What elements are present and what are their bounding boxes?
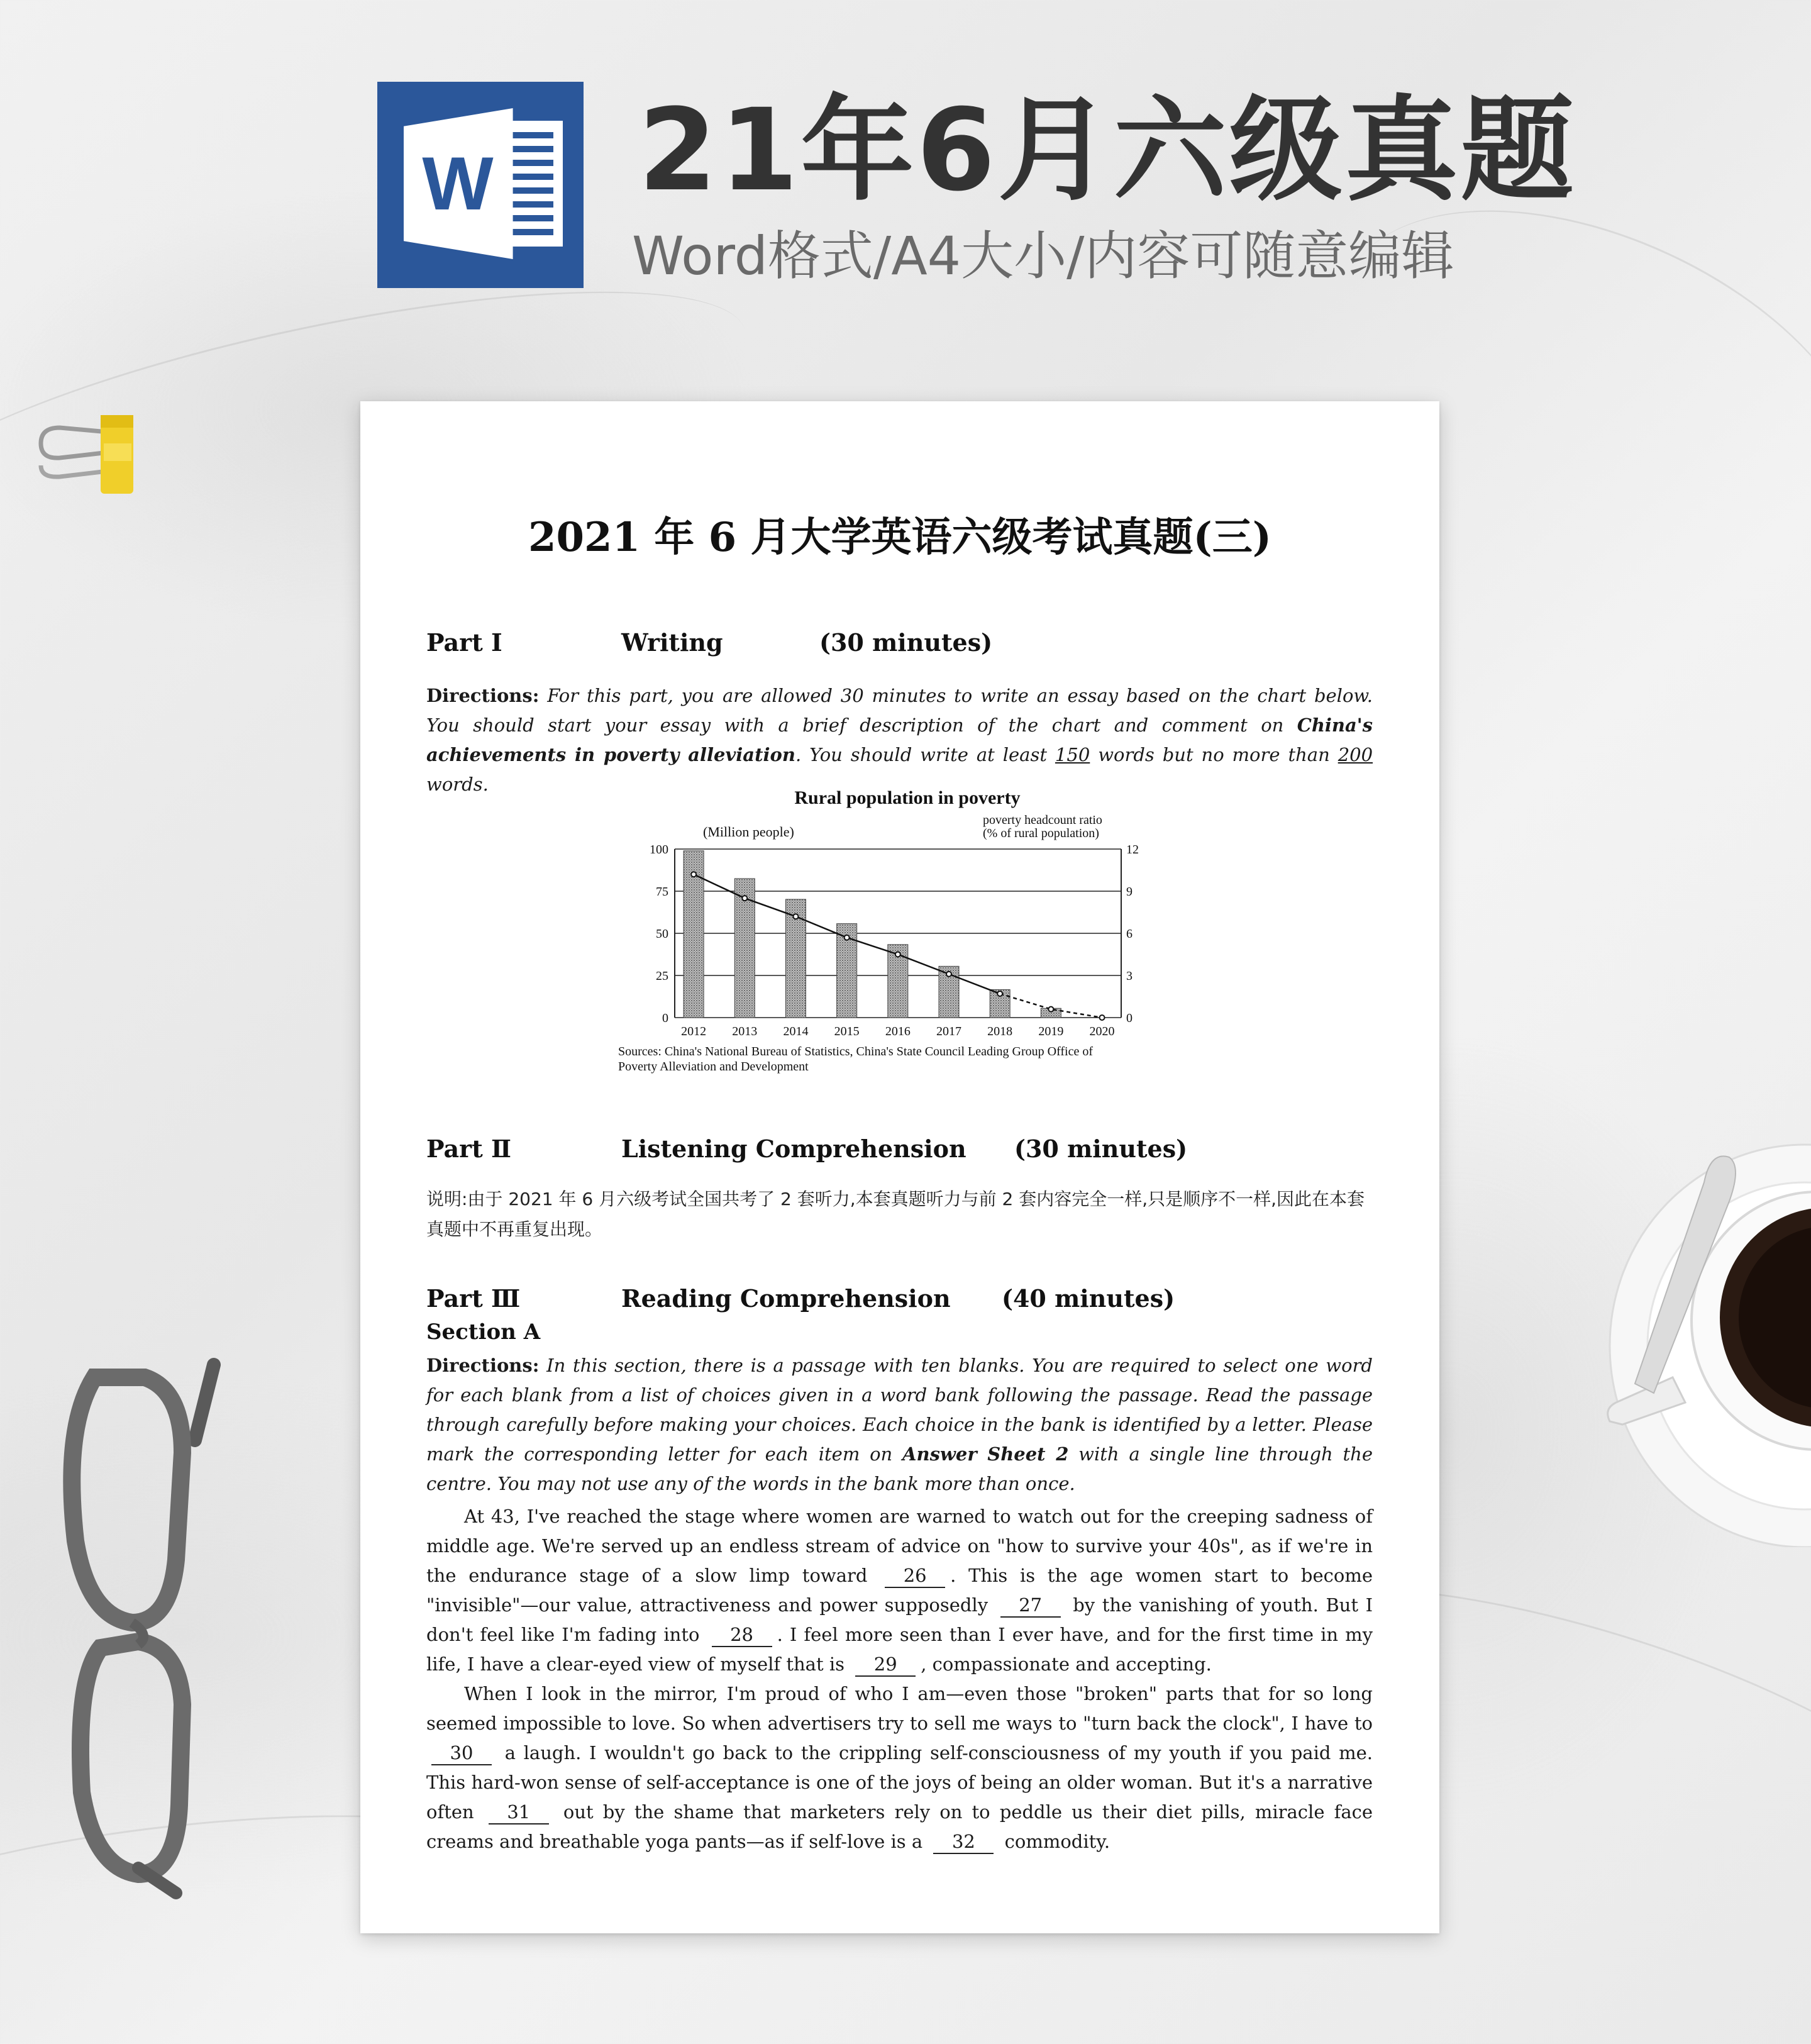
ratio-point [946, 972, 951, 977]
y-tick-label-left: 75 [656, 885, 668, 899]
part-3-time: (40 minutes) [1002, 1284, 1175, 1313]
blank-29[interactable]: 29 [855, 1653, 916, 1677]
reading-directions [426, 1351, 1373, 1499]
directions-text: In this section, there is a passage with ten blanks. You are required to select one word for each blank from a list of choices given in a word bank following the passage. Read the passage through carefully before making your choices. Each choice in the bank is identified by a letter. Please mark the corresponding letter for each item on [426, 1355, 1373, 1465]
part-1-name: Writing [621, 628, 723, 657]
part-1-time: (30 minutes) [819, 628, 993, 657]
logo-letter: W [422, 142, 494, 226]
blank-28[interactable]: 28 [712, 1623, 772, 1647]
ratio-point [997, 991, 1002, 996]
passage-text: . I feel more seen than I ever have, and for the first time in my life, I have a clear-eyed view of myself that is [426, 1624, 1373, 1675]
y-tick-label-left: 0 [662, 1011, 668, 1025]
passage-text: , compassionate and accepting. [921, 1653, 1212, 1675]
part-1-label: Part Ⅰ [426, 628, 502, 657]
x-tick-label: 2016 [885, 1025, 911, 1038]
left-axis-label: (Million people) [703, 824, 794, 840]
ratio-point [845, 935, 850, 940]
passage-text: . This is the age women start to become "invisible"—our value, attractiveness and power supposedly [426, 1565, 1373, 1616]
passage-text: When I look in the mirror, I'm proud of who I am—even those "broken" parts that for so long seemed impossible to love. So when advertisers try to sell me ways to "turn back the clock", I have to [426, 1683, 1373, 1734]
passage [426, 1502, 1373, 1857]
x-tick-label: 2018 [987, 1025, 1013, 1038]
directions-text-c: words but no more than [1098, 744, 1330, 765]
chart-svg [593, 779, 1222, 1093]
part-3-label: Part Ⅲ [426, 1284, 521, 1313]
blank-32[interactable]: 32 [933, 1830, 994, 1854]
blank-26[interactable]: 26 [885, 1564, 945, 1588]
x-tick-label: 2020 [1089, 1025, 1115, 1038]
x-tick-label: 2019 [1038, 1025, 1064, 1038]
x-tick-label: 2014 [783, 1025, 809, 1038]
listening-note: 说明:由于 2021 年 6 月六级考试全国共考了 2 套听力,本套真题听力与前 2 套内容完全一样,只是顺序不一样,因此在本套真题中不再重复出现。 [426, 1189, 1365, 1240]
x-tick-label: 2013 [732, 1025, 758, 1038]
section-a-heading: Section A [426, 1319, 541, 1345]
part-2-time: (30 minutes) [1014, 1135, 1188, 1163]
passage-text: commodity. [1004, 1831, 1110, 1852]
chart-source: Poverty Alleviation and Development [618, 1060, 809, 1074]
min-words: 150 [1055, 744, 1090, 765]
directions-emphasis: Answer Sheet 2 [902, 1443, 1069, 1465]
ratio-point [793, 914, 798, 919]
directions-text: For this part, you are allowed 30 minutes to write an essay based on the chart below. You should start your essay with a brief description of the chart and comment on [426, 685, 1373, 736]
directions-text-d: words. [426, 774, 489, 795]
directions-label: Directions: [426, 685, 540, 706]
ratio-point [1048, 1007, 1053, 1012]
right-axis-label: poverty headcount ratio [983, 813, 1102, 827]
document-title: 2021 年 6 月大学英语六级考试真题(三) [528, 514, 1272, 561]
y-tick-label-right: 12 [1126, 843, 1139, 857]
glasses-icon [50, 1352, 252, 1906]
directions-emphasis: China's achievements in poverty alleviation [426, 714, 1373, 765]
poverty-chart [593, 779, 1222, 1093]
ratio-point [742, 896, 747, 901]
ratio-point [1100, 1015, 1105, 1020]
max-words: 200 [1337, 744, 1373, 765]
coffee-cup-icon [1597, 1107, 1811, 1547]
page-subtitle: Word格式/A4大小/内容可随意编辑 [632, 225, 1454, 287]
document-page [360, 401, 1439, 1933]
y-tick-label-right: 6 [1126, 927, 1133, 941]
chart-source: Sources: China's National Bureau of Statistics, China's State Council Leading Group Office of [618, 1045, 1094, 1058]
y-tick-label-left: 50 [656, 927, 668, 941]
right-axis-label: (% of rural population) [983, 826, 1099, 840]
chart-title: Rural population in poverty [794, 787, 1021, 808]
word-logo-icon [377, 82, 584, 288]
page-title: 21年6月六级真题 [638, 85, 1576, 216]
part-2-label: Part Ⅱ [426, 1135, 512, 1163]
binder-clip-icon [35, 409, 148, 497]
blank-27[interactable]: 27 [1000, 1594, 1061, 1618]
blank-31[interactable]: 31 [489, 1801, 549, 1825]
x-tick-label: 2012 [681, 1025, 707, 1038]
directions-text-b: with a single line through the centre. You may not use any of the words in the bank more than once. [426, 1443, 1373, 1494]
y-tick-label-left: 25 [656, 969, 668, 983]
y-tick-label-right: 9 [1126, 885, 1133, 899]
logo-lines [506, 132, 553, 239]
x-tick-label: 2015 [834, 1025, 860, 1038]
directions-label: Directions: [426, 1355, 540, 1376]
blank-30[interactable]: 30 [431, 1741, 492, 1765]
ratio-point [895, 952, 900, 957]
part-2-name: Listening Comprehension [621, 1135, 966, 1163]
part-3-name: Reading Comprehension [621, 1284, 951, 1313]
y-tick-label-right: 3 [1126, 969, 1133, 983]
passage-text: a laugh. I wouldn't go back to the crippling self-consciousness of my youth if you paid me. This hard-won sense of self-acceptance is one of the joys of being an older woman. But it's a narrative often [426, 1742, 1373, 1823]
x-tick-label: 2017 [936, 1025, 961, 1038]
passage-text: by the vanishing of youth. But I don't feel like I'm fading into [426, 1594, 1373, 1645]
directions-text-b: . You should write at least [795, 744, 1047, 765]
y-tick-label-right: 0 [1126, 1011, 1133, 1025]
passage-text: At 43, I've reached the stage where women are warned to watch out for the creeping sadness of middle age. We're served up an endless stream of advice on "how to survive your 40s", as if we're in the endurance stage of a slow limp toward [426, 1506, 1373, 1586]
passage-text: out by the shame that marketers rely on to peddle us their diet pills, miracle face creams and breathable yoga pants—as if self-love is a [426, 1801, 1373, 1852]
y-tick-label-left: 100 [650, 843, 668, 857]
ratio-point [691, 872, 696, 877]
